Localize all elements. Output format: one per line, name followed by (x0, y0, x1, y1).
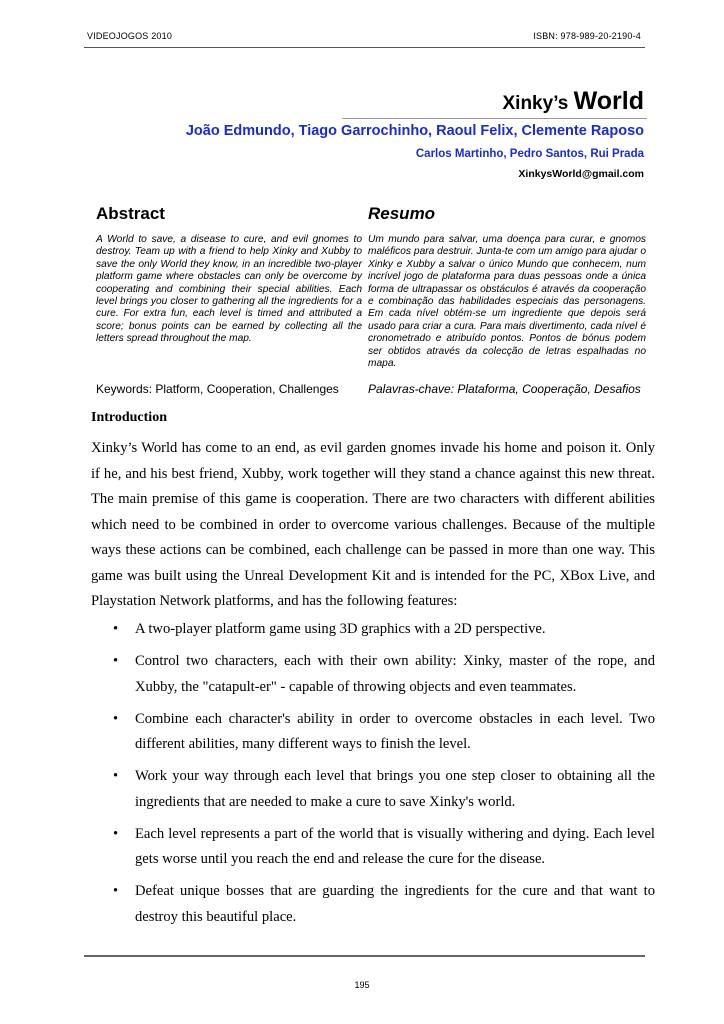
list-item-text: Defeat unique bosses that are guarding the ingredients for the cure and that want to destroy this beautiful place. (135, 883, 655, 925)
list-item (91, 822, 655, 873)
bullet-icon: • (113, 825, 119, 842)
header-left: VIDEOJOGOS 2010 (87, 31, 173, 41)
footer-rule (84, 955, 645, 957)
contact-email: XinkysWorld@gmail.com (518, 168, 644, 180)
page-number: 195 (354, 980, 370, 990)
list-item-text: Each level represents a part of the world that is visually withering and dying. Each level gets worse until you reach the end and release the cure for the disease. (135, 825, 655, 867)
paper-title (503, 84, 645, 121)
resumo-column (368, 204, 646, 370)
bullet-icon: • (113, 621, 119, 637)
title-block (503, 84, 645, 121)
list-item (91, 764, 655, 815)
introduction-paragraph: Xinky’s World has come to an end, as evil garden gnomes invade his home and poison it. Only if he, and his best friend, Xubby, work together will they stand a chance against this new threat. The main premise of this game is cooperation. There are two characters with different abilities which need to be combined in order to overcome various challenges. Because of the multiple ways these actions can be combined, each challenge can be passed in more than one way. This game was built using the Unreal Development Kit and is intended for the PC, XBox Live, and Playstation Network platforms, and has the following features: (91, 440, 655, 609)
list-item-text: Control two characters, each with their own ability: Xinky, master of the rope, and Xubby, the "catapult-er" - capable of throwing objects and even teammates. (135, 653, 655, 695)
list-item-text: Combine each character's ability in order to overcome obstacles in each level. Two different abilities, many different ways to finish the level. (135, 710, 655, 752)
introduction-heading: Introduction (91, 410, 167, 425)
title-apostrophe: ’s (553, 93, 574, 114)
abstract-column (96, 204, 362, 346)
list-item-text: A two-player platform game using 3D graphics with a 2D perspective. (135, 621, 546, 637)
header-right: ISBN: 978-989-20-2190-4 (533, 31, 641, 41)
abstract-text: A World to save, a disease to cure, and evil gnomes to destroy. Team up with a friend to help Xinky and Xubby to save the only World they know, in an incredible two-player platform game where obstacles can only be overcome by cooperating and combining their special abilities. Each level brings you closer to gathering all the ingredients for a cure. For extra fun, each level is timed and attributed a score; bonus points can be earned by collecting all the letters spread throughout the map. (96, 234, 362, 345)
bullet-icon: • (113, 883, 119, 899)
list-item (91, 617, 655, 643)
bullet-icon: • (113, 768, 119, 784)
list-item (91, 707, 655, 758)
abstract-keywords: Keywords: Platform, Cooperation, Challenges (96, 382, 339, 396)
list-item (91, 879, 655, 930)
list-item (91, 649, 655, 700)
title-part2: World (573, 87, 644, 115)
bullet-icon: • (113, 653, 119, 669)
authors-line-1: João Edmundo, Tiago Garrochinho, Raoul Felix, Clemente Raposo (185, 123, 644, 139)
features-list (91, 617, 655, 937)
bullet-icon: • (113, 710, 119, 727)
resumo-keywords: Palavras-chave: Plataforma, Cooperação, Desafios (368, 382, 641, 396)
title-rule (342, 118, 647, 119)
abstract-heading: Abstract (96, 204, 165, 223)
header-rule (84, 47, 645, 48)
list-item-text: Work your way through each level that brings you one step closer to obtaining all the ingredients that are needed to make a cure to save Xinky's world. (135, 768, 655, 810)
authors-line-2: Carlos Martinho, Pedro Santos, Rui Prada (415, 148, 644, 160)
resumo-heading: Resumo (368, 204, 436, 223)
title-part1: Xinky (502, 93, 554, 114)
resumo-text: Um mundo para salvar, uma doença para curar, e gnomos maléficos para destruir. Junta-te com um amigo para ajudar o Xinky e Xubby a salvar o único Mundo que conhecem, num incrível jogo de plataforma para duas pessoas onde a única forma de ultrapassar os obstáculos é através da cooperação e combinação das habilidades especiais das personagens. Em cada nível obtém-se um ingrediente que depois será usado para criar a cura. Para mais divertimento, cada nível é cronometrado e atribuído pontos. Pontos de bónus podem ser obtidos através da colecção de letras espalhadas no mapa. (368, 234, 646, 370)
